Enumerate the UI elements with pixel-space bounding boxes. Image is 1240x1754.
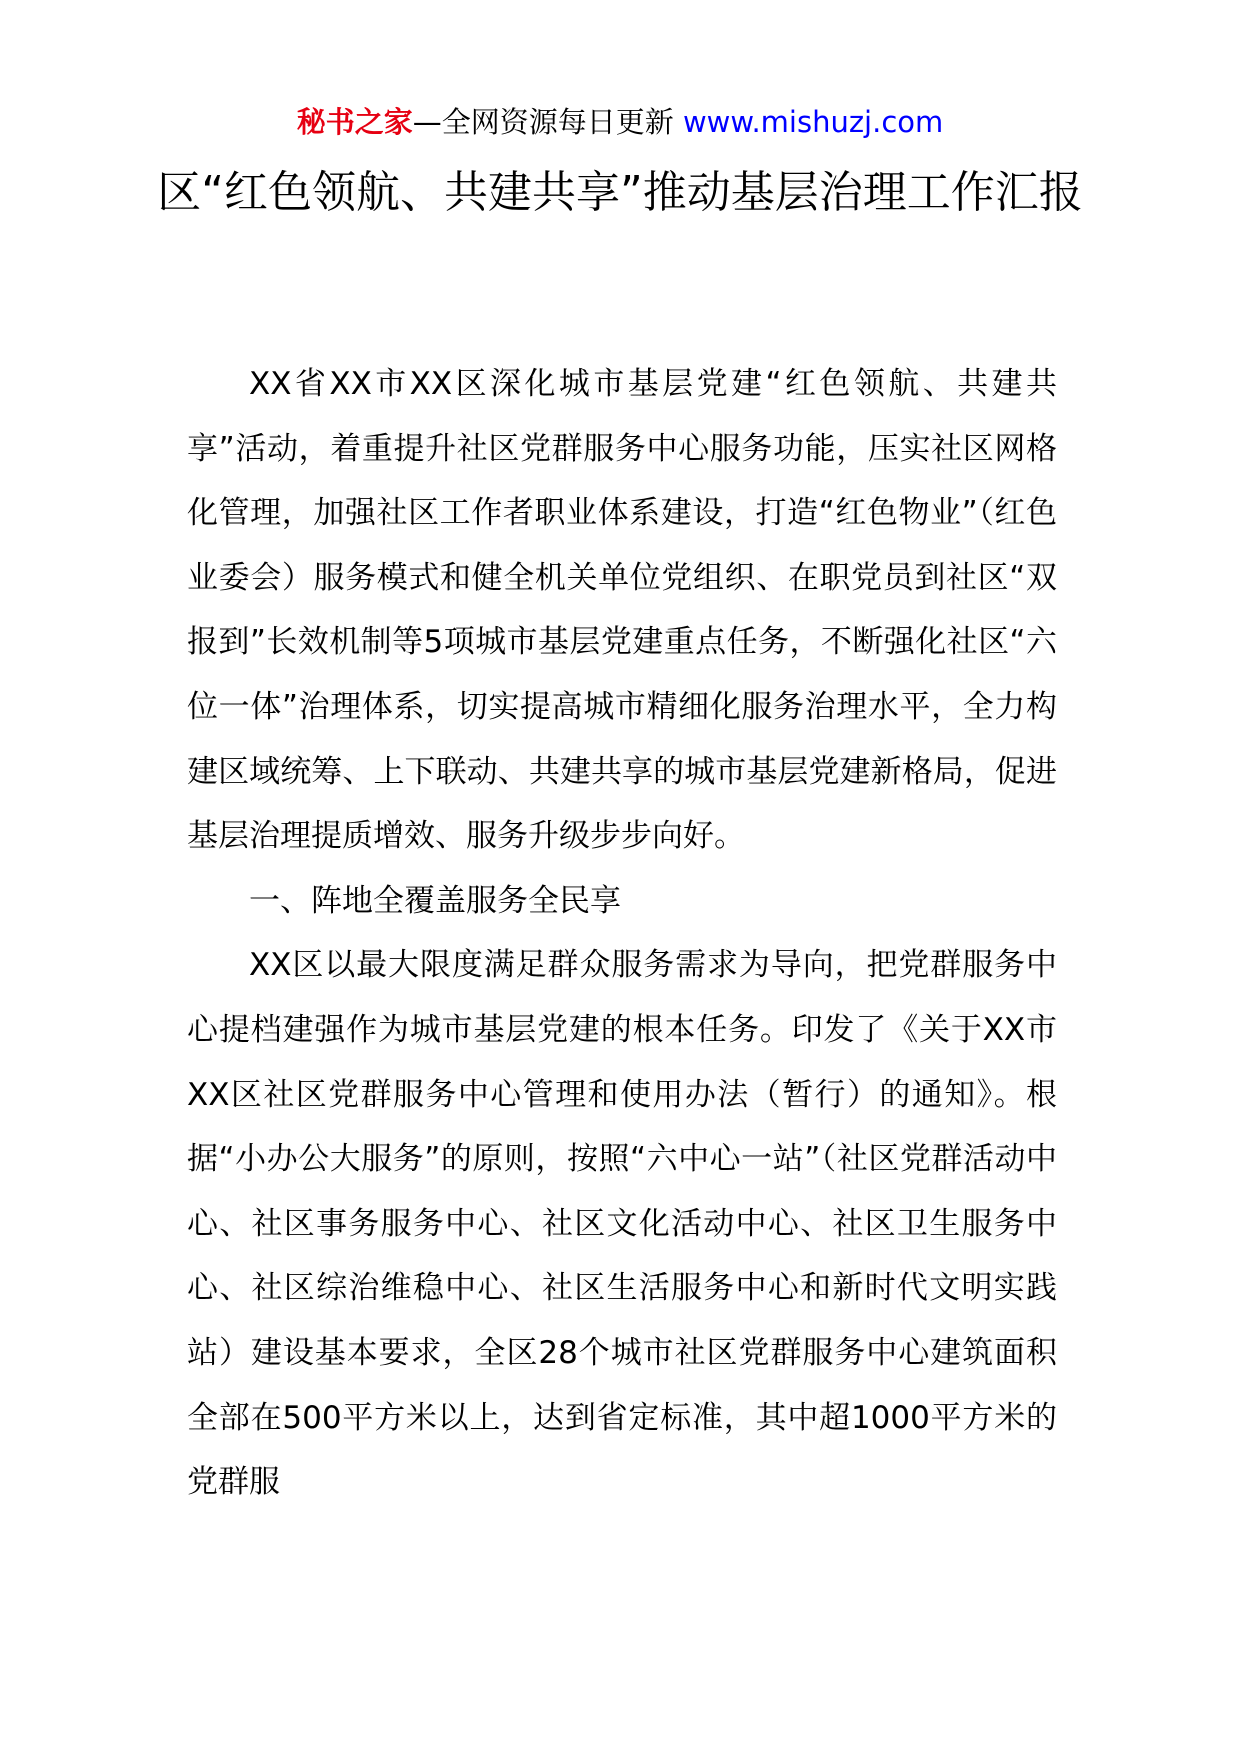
section-paragraph-1: XX区以最大限度满足群众服务需求为导向，把党群服务中心提档建强作为城市基层党建的根本任务。印发了《关于XX市XX区社区党群服务中心管理和使用办法（暂行）的通知》。根据“小办公大服务”的原则，按照“六中心一站”（社区党群活动中心、社区事务服务中心、社区文化活动中心、社区卫生服务中心、社区综治维稳中心、社区生活服务中心和新时代文明实践站）建设基本要求，全区28个城市社区党群服务中心建筑面积全部在500平方米以上，达到省定标准，其中超1000平方米的党群服	[187, 947, 1057, 1501]
document-title: 区“红色领航、共建共享”推动基层治理工作汇报	[157, 167, 1083, 218]
intro-paragraph: XX省XX市XX区深化城市基层党建“红色领航、共建共享”活动，着重提升社区党群服务中心服务功能，压实社区网格化管理，加强社区工作者职业体系建设，打造“红色物业”（红色业委会）服务模式和健全机关单位党组织、在职党员到社区“双报到”长效机制等5项城市基层党建重点任务，不断强化社区“六位一体”治理体系，切实提高城市精细化服务治理水平，全力构建区域统筹、上下联动、共建共享的城市基层党建新格局，促进基层治理提质增效、服务升级步步向好。	[187, 366, 1057, 855]
site-brand: 秘书之家	[296, 105, 413, 139]
site-url-link[interactable]: www.mishuzj.com	[682, 105, 944, 139]
section-heading-1: 一、阵地全覆盖服务全民享	[249, 882, 621, 919]
site-tagline: —全网资源每日更新	[412, 105, 674, 139]
site-header	[0, 100, 1240, 144]
document-body	[187, 352, 1057, 1515]
